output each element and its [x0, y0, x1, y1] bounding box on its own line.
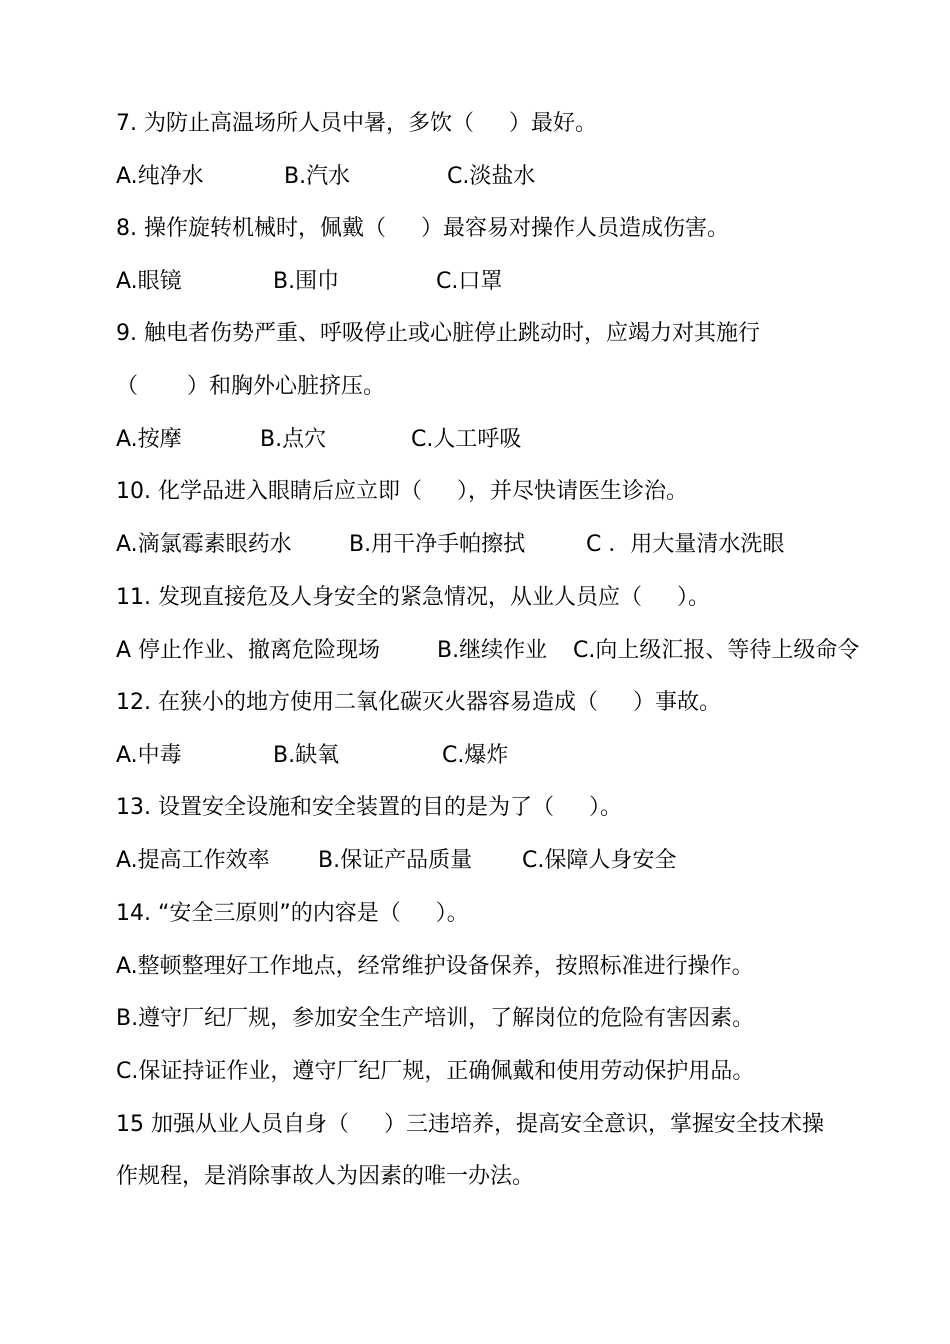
- question-9-line-2: （ ）和胸外心脏挤压。: [116, 374, 385, 399]
- question-12-option-c: C.爆炸: [442, 743, 509, 768]
- question-10-option-b: B.用干净手帕擦拭: [349, 532, 526, 557]
- question-14: 14. “安全三原则”的内容是（ ）。: [116, 901, 469, 926]
- question-9-option-a: A.按摩: [116, 427, 182, 452]
- question-14-option-b: B.遵守厂纪厂规，参加安全生产培训，了解岗位的危险有害因素。: [116, 1006, 755, 1031]
- question-9-option-b: B.点穴: [260, 427, 327, 452]
- question-14-option-a: A.整顿整理好工作地点，经常维护设备保养，按照标准进行操作。: [116, 954, 754, 979]
- question-8-option-c: C.口罩: [436, 269, 503, 294]
- question-14-option-c: C.保证持证作业，遵守厂纪厂规，正确佩戴和使用劳动保护用品。: [116, 1059, 755, 1084]
- question-10: 10. 化学品进入眼睛后应立即（ ），并尽快请医生诊治。: [116, 479, 688, 504]
- question-11-option-a: A 停止作业、撤离危险现场: [116, 638, 381, 663]
- question-15-line-2: 作规程，是消除事故人为因素的唯一办法。: [116, 1164, 535, 1189]
- question-13-option-c: C.保障人身安全: [522, 848, 677, 873]
- question-15-line-1: 15 加强从业人员自身（ ）三违培养，提高安全意识，掌握安全技术操: [116, 1112, 824, 1137]
- question-13-option-b: B.保证产品质量: [318, 848, 473, 873]
- question-8-option-a: A.眼镜: [116, 269, 182, 294]
- question-12-option-a: A.中毒: [116, 743, 182, 768]
- question-13: 13. 设置安全设施和安全装置的目的是为了（ ）。: [116, 795, 622, 820]
- question-9-line-1: 9. 触电者伤势严重、呼吸停止或心脏停止跳动时，应竭力对其施行: [116, 321, 760, 346]
- question-7: 7. 为防止高温场所人员中暑，多饮（ ）最好。: [116, 111, 597, 136]
- question-7-option-a: A.纯净水: [116, 164, 204, 189]
- question-7-option-b: B.汽水: [284, 164, 351, 189]
- question-8: 8. 操作旋转机械时，佩戴（ ）最容易对操作人员造成伤害。: [116, 216, 729, 241]
- question-11-option-b: B.继续作业: [437, 638, 548, 663]
- question-11-option-c: C.向上级汇报、等待上级命令: [573, 638, 860, 663]
- question-9-option-c: C.人工呼吸: [411, 427, 522, 452]
- question-10-option-c: C ．用大量清水洗眼: [586, 532, 785, 557]
- question-7-option-c: C.淡盐水: [447, 164, 536, 189]
- question-13-option-a: A.提高工作效率: [116, 848, 270, 873]
- question-12: 12. 在狭小的地方使用二氧化碳灭火器容易造成（ ）事故。: [116, 690, 721, 715]
- question-10-option-a: A.滴氯霉素眼药水: [116, 532, 292, 557]
- question-8-option-b: B.围巾: [273, 269, 340, 294]
- question-11: 11. 发现直接危及人身安全的紧急情况，从业人员应（ ）。: [116, 585, 710, 610]
- question-12-option-b: B.缺氧: [273, 743, 340, 768]
